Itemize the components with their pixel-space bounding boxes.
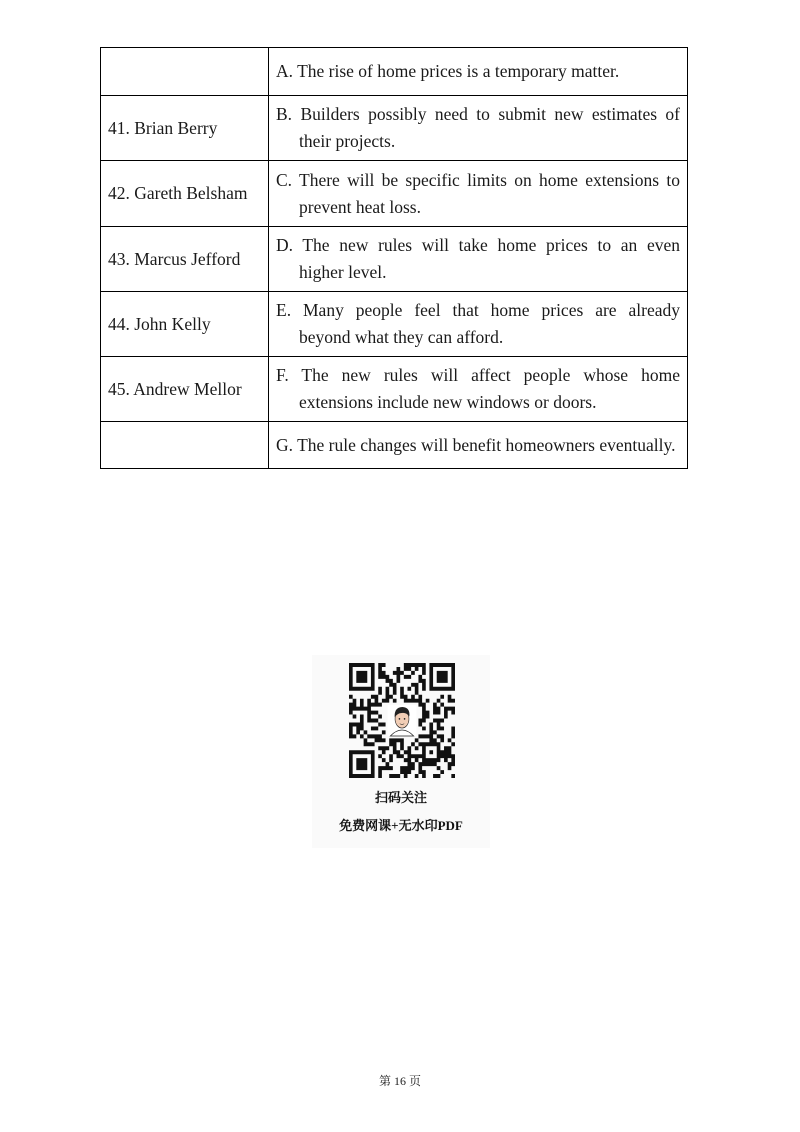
option-line: beyond what they can afford.: [299, 327, 504, 347]
option-line: G. The rule changes will benefit homeowners eventually.: [276, 434, 676, 455]
speaker-cell: [101, 292, 269, 356]
speaker-name: 45. Andrew Mellor: [108, 378, 242, 399]
matching-table: [100, 47, 688, 469]
qr-code: [349, 663, 455, 778]
option-cell-c: [269, 161, 687, 226]
speaker-cell-empty: [101, 48, 269, 95]
option-cell-g: [269, 422, 687, 468]
table-row: [101, 48, 687, 95]
option-line: A. The rise of home prices is a temporary matter.: [276, 61, 620, 81]
speaker-name: 41. Brian Berry: [108, 117, 218, 138]
table-row: [101, 95, 687, 160]
speaker-cell: [101, 161, 269, 226]
qr-caption-scan: 扫码关注: [374, 790, 427, 805]
qr-avatar: [388, 705, 417, 736]
speaker-name: 42. Gareth Belsham: [108, 183, 248, 203]
option-line: D. The new rules will take home prices to an even: [276, 235, 680, 255]
speaker-name: 43. Marcus Jefford: [108, 248, 241, 269]
table-row: [101, 421, 687, 468]
page-number: 第 16 页: [378, 1074, 421, 1088]
option-line: B. Builders possibly need to submit new estimates of: [276, 104, 680, 124]
option-line: C. There will be specific limits on home extensions to: [276, 169, 680, 190]
option-cell-b: [269, 96, 687, 160]
option-line: prevent heat loss.: [299, 196, 421, 217]
option-cell-a: [269, 48, 687, 95]
speaker-name: 44. John Kelly: [108, 313, 211, 334]
option-cell-e: [269, 292, 687, 356]
speaker-cell: [101, 96, 269, 160]
option-line: F. The new rules will affect people whose home: [276, 365, 680, 385]
table-row: [101, 226, 687, 291]
table-row: [101, 356, 687, 421]
speaker-cell: [101, 357, 269, 421]
qr-promo-panel: [312, 655, 490, 848]
option-line: their projects.: [299, 131, 396, 151]
speaker-cell: [101, 227, 269, 291]
table-row: [101, 291, 687, 356]
table-row: [101, 160, 687, 226]
option-line: E. Many people feel that home prices are already: [276, 300, 680, 320]
option-line: extensions include new windows or doors.: [299, 392, 597, 412]
option-cell-d: [269, 227, 687, 291]
qr-caption-offer: 免费网课+无水印PDF: [339, 818, 463, 833]
option-line: higher level.: [299, 262, 387, 282]
speaker-cell-empty: [101, 422, 269, 468]
option-cell-f: [269, 357, 687, 421]
